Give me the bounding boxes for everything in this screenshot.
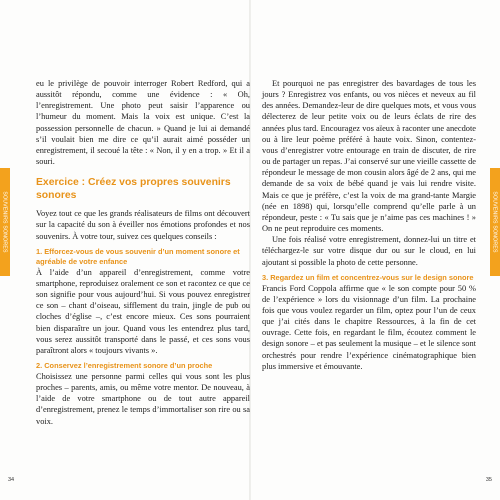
left-intro-paragraph: eu le privilège de pouvoir interroger Robert Redford, qui a aussitôt répondu, comme une évidence : « Oh, l’enregistrement. Une photo peut saisir l’apparence ou l’humeur du moment. Mais la voix est unique. C’est la possession personnelle de chacun. » Quand je lui ai demandé s’il voulait bien me dire ce qu’il aurait aimé posséder un enregistrement, il secoué la tête : « Non, il y en a trop. » Et il a souri. — [36, 79, 250, 167]
exercise-title: Exercice : Créez vos propres souvenirs sonores — [36, 177, 231, 202]
right-paragraph-2: Une fois réalisé votre enregistrement, donnez-lui un titre et téléchargez-le sur votre disque dur ou sur le cloud, en lui ajoutant si possible la photo de cette personne. — [262, 235, 476, 267]
left-page — [36, 78, 250, 427]
step-1-title: 1. Efforcez-vous de vous souvenir d’un moment sonore et agréable de votre enfance — [36, 246, 240, 266]
step-3-text: Francis Ford Coppola affirme que « le son compte pour 50 % de l’expérience » lors du visionnage d’un film. La prochaine fois que vous voulez regarder un film, optez pour l’un de ceux que j’ai cités dans le chapitre Ressources, à la fin de cet ouvrage. Cette fois, en regardant le film, écoutez comment le design sonore – et pas seulement la musique – et le silence sont orchestrés pour rendre l’expérience cinématographique bien plus immersive et émouvante. — [262, 283, 476, 371]
exercise-intro: Voyez tout ce que les grands réalisateurs de films ont découvert sur la capacité du son à éveiller nos émotions profondes et nos souvenirs. À votre tour, suivez ces quelques conseils : — [36, 209, 250, 241]
right-page — [262, 78, 476, 372]
step-1-text: À l’aide d’un appareil d’enregistrement, comme votre smartphone, reproduisez oralement ce son et racontez ce que ce son signifie pour vous aujourd’hui. Si vous pouvez enregistrer ce son – chant d’oiseau, sifflement du train, jingle de pub ou cloches d’église –, c’est encore mieux. Ces sons pourraient bien disparaître un jour. Quand vous les entendrez plus tard, vous serez aussitôt transporté dans le passé, et ces sons vous paraîtront alors « toujours vivants ». — [36, 267, 250, 355]
page-number-left: 34 — [8, 477, 15, 483]
side-tab-right — [490, 168, 500, 276]
right-paragraph-1: Et pourquoi ne pas enregistrer des bavardages de tous les jours ? Enregistrez vos enfants, ou vos nièces et neveux au fil des années. Demandez-leur de dire quelques mots, et vous vous délecterez de leur petite voix ou de leurs éclats de rire des années plus tard. Encouragez vos aïeux à raconter une anecdote ou à lire leur poème préféré à haute voix. Sinon, contentez-vous d’enregistrer votre entourage en train de discuter, de rire ou de partager un repas. J’ai conservé sur une vieille cassette de répondeur le message de mon cousin alors âgé de 2 ans, qui me demande de sa voix de bébé quand je vais lui rendre visite. Mais ce que je préfère, c’est la voix de ma grand-tante Margie (née en 1898) qui, lorsqu’elle comprend qu’elle parle à un répondeur, peste : « Tu sais que je n’aime pas ces machines ! » On ne peut reproduire ces moments. — [262, 79, 476, 234]
side-tab-left-label: SOUVENIRS SONORES — [2, 191, 8, 253]
side-tab-right-label: SOUVENIRS SONORES — [492, 191, 498, 253]
page-number-right: 35 — [485, 477, 492, 483]
step-2-text: Choisissez une personne parmi celles qui vous sont les plus proches – parents, amis, ou même votre mentor. De nouveau, à l’aide de votre smartphone ou de tout autre appareil d’enregistrement, prenez le temps d’immortaliser son rire ou sa voix. — [36, 371, 250, 426]
step-2-title: 2. Conservez l’enregistrement sonore d’un proche — [36, 360, 213, 370]
step-3-title: 3. Regardez un film et concentrez-vous sur le design sonore — [262, 272, 474, 282]
side-tab-left — [0, 168, 10, 276]
